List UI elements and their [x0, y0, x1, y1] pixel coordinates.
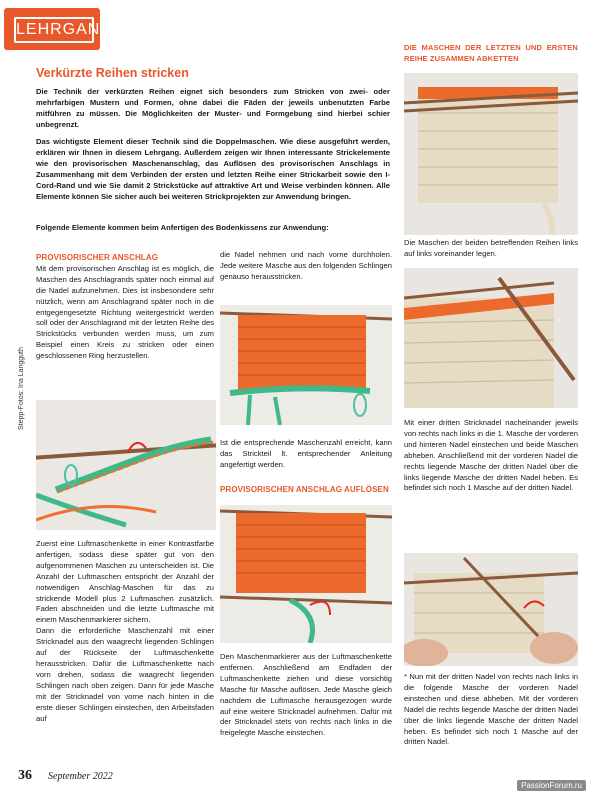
column-a-bottom [36, 539, 214, 724]
photo-two-pieces-wrong-sides [404, 73, 578, 235]
column-c-text-2-block [404, 418, 578, 494]
col-a-text-3: Dann die erforderliche Maschenzahl mit einer Stricknadel aus den waagrecht liegenden Schlingen auf der Rückseite der Luftmaschenkette herausstricken. Dafür die Luftmaschenkette nach vorn drehen, sodass die waagrecht liegenden Schlingen nach oben zeigen. Dann für jede Masche mit der Stricknadel von vorne nach hinten in die erste dieser Schlingen einstechen, den Arbeitsfaden auf [36, 626, 214, 723]
page-number: 36 [18, 768, 32, 783]
column-b-middle [220, 438, 392, 496]
column-b-top [220, 250, 392, 283]
col-b-text-2: Ist die entsprechende Maschenzahl erreicht, kann das Strickteil lt. entsprechender Anleitung angefertigt werden. [220, 438, 392, 469]
intro-paragraph-3: Folgende Elemente kommen beim Anfertigen des Bodenkissens zur Anwendung: [36, 223, 329, 232]
section-badge [4, 8, 114, 50]
photo-crochet-chain [36, 400, 216, 530]
issue-date: September 2022 [48, 771, 113, 782]
column-b-bottom [220, 652, 392, 739]
heading-undo-provisional-cast-on: PROVISORISCHEN ANSCHLAG AUFLÖSEN [220, 484, 389, 494]
site-watermark: PassionForum.ru [517, 780, 586, 791]
col-c-text-1: Die Maschen der beiden betreffenden Reihen links auf links voreinander legen. [404, 238, 578, 258]
intro-paragraph-1: Die Technik der verkürzten Reihen eignet sich besonders zum Stricken von zwei- oder mehrfarbigen Mustern und Formen, ohne dabei die Fäden der jeweils unbenutzten Farbe mitführen zu müssen. Die Möglichkeiten der Muster- und Formgebung sind hierbei schier unbegrenzt. [36, 87, 390, 129]
photo-credit: Stepp-Fotos: Ina Langguth [18, 347, 25, 430]
col-a-text-1: Mit dem provisorischen Anschlag ist es möglich, die Maschen des Anschlagrands später noch einmal auf die Nadel aufzunehmen. Dies ist insbesondere sehr nützlich, wenn am Anschlagrand später noch in die entgegengesetzte Richtung weitergestrickt werden soll oder der Anschlagrand mit der letzten Reihe des Strickstücks verbunden werden muss, um zum Beispiel einen Kreis zu stricken oder einen geschlossenen Ring herzustellen. [36, 263, 214, 361]
column-c-heading [404, 42, 578, 64]
col-b-text-1: die Nadel nehmen und nach vorne durchholen. Jede weitere Masche aus den folgenden Schlingen genauso herausstricken. [220, 250, 392, 281]
column-c-text-1-block [404, 238, 578, 260]
article-title: Verkürzte Reihen stricken [36, 66, 189, 80]
column-c-text-3-block [404, 672, 578, 748]
col-c-text-2: Mit einer dritten Stricknadel nacheinander jeweils von rechts nach links in die 1. Masche der vorderen und hinteren Nadel einstechen und beide Maschen abheben. Anschließend mit der vorderen Nadel die rechts liegende Masche der dritten Nadel über die links liegende Masche der dritten Nadel heben. Es befindet sich noch 1 Masche auf der dritten Nadel. [404, 418, 578, 493]
section-label: LEHRGANG [14, 17, 94, 43]
photo-hands-bind-off [404, 553, 578, 666]
col-b-text-3: Den Maschenmarkierer aus der Luftmaschenkette entfernen. Anschließend am Endfaden der Luftmaschenkette ziehen und diese vorsichtig Masche für Masche auflösen. Jede Masche gleich nachdem die Luftmasche herausgezogen wurde auf eine weitere Stricknadel aufnehmen. Dafür mit der Stricknadel stets von rechts nach links in die freigelegte Masche einstechen. [220, 652, 392, 738]
intro-paragraph-2: Das wichtigste Element dieser Technik sind die Doppelmaschen. Wie diese ausgeführt werden, erklären wir Ihnen in diesem Lehrgang. Außerdem zeigen wir Ihnen interessante Strickelemente wie den provisorischen Maschenanschlag, das Auflösen des provisorischen Anschlags in Zusammenhang mit dem Verbinden der ersten und letzten Reihe einer Strickarbeit sowie den I-Cord-Rand und wie Sie damit 2 Strickstücke auf attraktive Art und Weise verbinden können. Alle Elemente können Sie sicher auch bei weiteren Strickprojekten zur Anwendung bringen. [36, 137, 390, 201]
col-c-text-3: * Nun mit der dritten Nadel von rechts nach links in die folgende Masche der vorderen Nadel einstechen und diese abheben. Mit der vorderen Nadel die rechts liegende Masche der dritten Nadel über die links liegende Masche der dritten Nadel heben. Es befindet sich noch 1 Masche auf der dritten Nadel. [404, 672, 578, 747]
col-a-text-2: Zuerst eine Luftmaschenkette in einer Kontrastfarbe anfertigen, sodass diese später gut von den aufgenommenen Maschen zu unterscheiden ist. Die Anzahl der Luftmaschen entspricht der Anzahl der notwendigen Anschlag-Maschen für das zu strickende Modell plus 2 Luftmaschen zusätzlich. Faden abschneiden und die letzte Luftmasche mit einem Maschenmarkierer sichern. [36, 539, 214, 625]
photo-knitted-orange-swatch [220, 305, 392, 425]
column-a-top [36, 253, 214, 362]
heading-provisional-cast-on: PROVISORISCHER ANSCHLAG [36, 253, 159, 262]
photo-unravel-chain [220, 505, 392, 643]
photo-third-needle [404, 268, 578, 408]
heading-bind-off-last-first-row: DIE MASCHEN DER LETZTEN UND ERSTEN REIHE ZUSAMMEN ABKETTEN [404, 43, 578, 63]
